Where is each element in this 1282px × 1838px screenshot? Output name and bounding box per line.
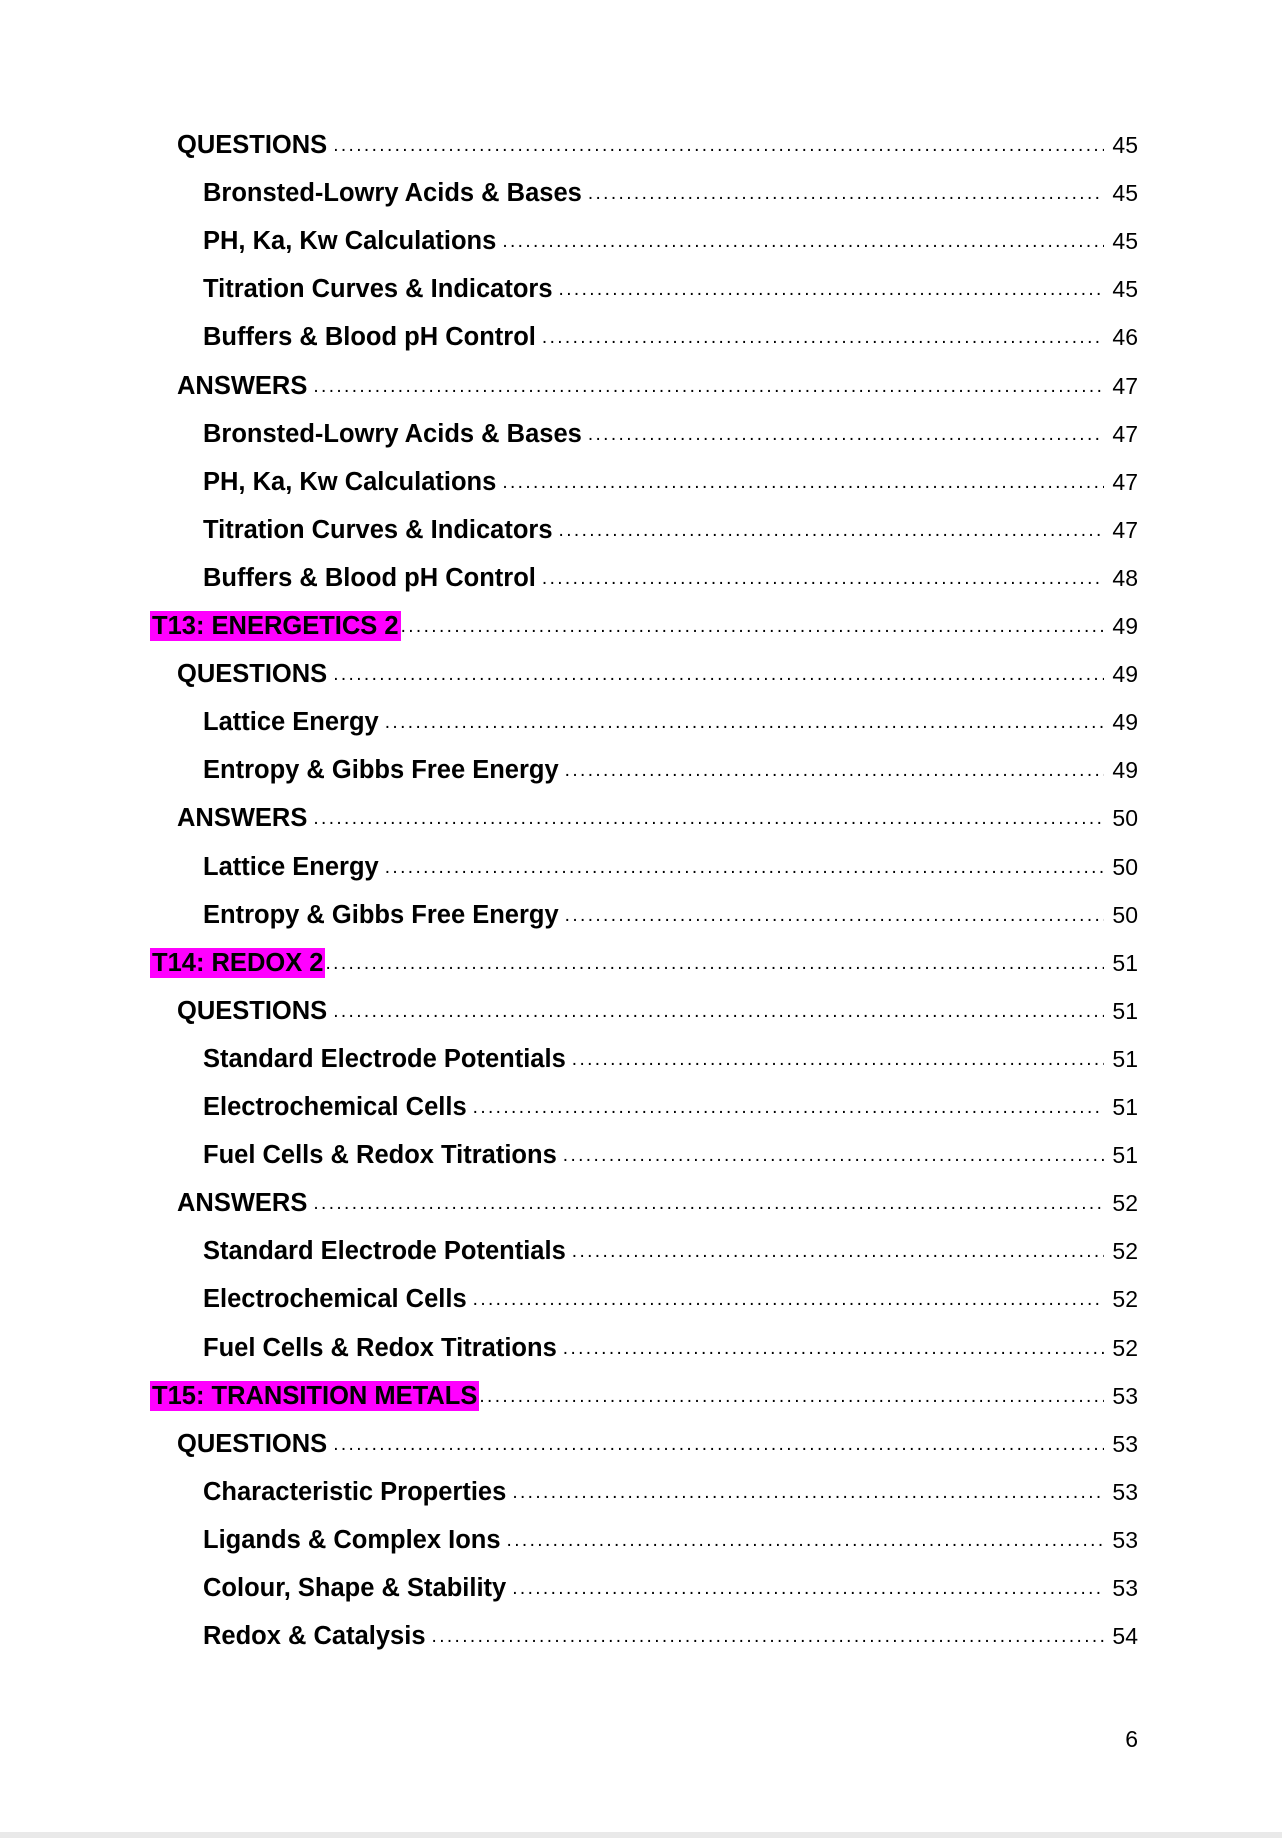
toc-entry-title: QUESTIONS (177, 131, 328, 159)
toc-dot-leader (542, 324, 1104, 352)
toc-page-number: 54 (1112, 1623, 1138, 1649)
toc-entry[interactable] (177, 124, 1138, 160)
toc-dot-leader (565, 757, 1104, 785)
toc-page-number: 47 (1112, 373, 1138, 399)
toc-dot-leader (325, 950, 1104, 978)
toc-entry-title: Bronsted-Lowry Acids & Bases (203, 179, 582, 207)
toc-entry[interactable] (203, 172, 1138, 208)
toc-dot-leader (507, 1527, 1104, 1555)
toc-entry-title: ANSWERS (177, 804, 308, 832)
toc-dot-leader (572, 1238, 1104, 1266)
toc-dot-leader (565, 902, 1104, 930)
toc-dot-leader (313, 805, 1104, 833)
toc-entry[interactable] (203, 220, 1138, 256)
toc-entry-title: QUESTIONS (177, 997, 328, 1025)
toc-dot-leader (563, 1142, 1104, 1170)
toc-page-number: 51 (1112, 1094, 1138, 1120)
toc-dot-leader (572, 1046, 1104, 1074)
toc-section-title: T15: TRANSITION METALS (152, 1382, 478, 1410)
toc-dot-leader (542, 565, 1104, 593)
toc-entry[interactable] (203, 749, 1138, 785)
toc-dot-leader (479, 1383, 1104, 1411)
toc-entry-title: Buffers & Blood pH Control (203, 564, 536, 592)
toc-entry-title: Titration Curves & Indicators (203, 516, 553, 544)
toc-dot-leader (333, 132, 1104, 160)
toc-dot-leader (333, 998, 1104, 1026)
toc-entry[interactable] (203, 1327, 1138, 1363)
toc-page-number: 45 (1112, 180, 1138, 206)
toc-entry[interactable] (177, 797, 1138, 833)
toc-entry[interactable] (203, 846, 1138, 882)
toc-dot-leader (559, 276, 1104, 304)
toc-page-number: 53 (1112, 1527, 1138, 1553)
toc-entry[interactable] (203, 1471, 1138, 1507)
toc-entry[interactable] (177, 990, 1138, 1026)
toc-page-number: 53 (1112, 1431, 1138, 1457)
toc-page-number: 45 (1112, 276, 1138, 302)
toc-dot-leader (502, 228, 1104, 256)
toc-entry-title: Lattice Energy (203, 853, 379, 881)
toc-entry-title: Titration Curves & Indicators (203, 275, 553, 303)
toc-entry[interactable] (177, 1423, 1138, 1459)
toc-page-number: 46 (1112, 324, 1138, 350)
toc-entry[interactable] (203, 1230, 1138, 1266)
toc-entry[interactable] (203, 894, 1138, 930)
toc-entry-title: Lattice Energy (203, 708, 379, 736)
toc-dot-leader (333, 661, 1104, 689)
toc-dot-leader (401, 613, 1104, 641)
toc-page-number: 50 (1112, 805, 1138, 831)
toc-entry-title: Characteristic Properties (203, 1478, 507, 1506)
toc-entry[interactable] (203, 268, 1138, 304)
toc-page-number: 51 (1112, 1046, 1138, 1072)
toc-page-number: 45 (1112, 132, 1138, 158)
toc-dot-leader (588, 421, 1104, 449)
toc-page-number: 49 (1112, 661, 1138, 687)
toc-entry[interactable] (150, 605, 1138, 641)
toc-entry-title: Buffers & Blood pH Control (203, 323, 536, 351)
toc-entry[interactable] (203, 413, 1138, 449)
toc-dot-leader (473, 1286, 1104, 1314)
toc-entry[interactable] (203, 316, 1138, 352)
toc-dot-leader (313, 1190, 1104, 1218)
toc-entry[interactable] (203, 1134, 1138, 1170)
toc-entry[interactable] (203, 509, 1138, 545)
toc-entry[interactable] (203, 1615, 1138, 1651)
toc-dot-leader (588, 180, 1104, 208)
toc-entry[interactable] (203, 1567, 1138, 1603)
toc-page-number: 51 (1112, 1142, 1138, 1168)
toc-entry-title: Electrochemical Cells (203, 1285, 467, 1313)
toc-dot-leader (333, 1431, 1104, 1459)
toc-page-number: 51 (1112, 950, 1138, 976)
toc-entry-title: Standard Electrode Potentials (203, 1045, 566, 1073)
toc-entry-title: QUESTIONS (177, 1430, 328, 1458)
toc-dot-leader (432, 1623, 1104, 1651)
toc-page-number: 52 (1112, 1238, 1138, 1264)
toc-page-number: 49 (1112, 757, 1138, 783)
toc-dot-leader (502, 469, 1104, 497)
toc-dot-leader (385, 854, 1104, 882)
toc-dot-leader (385, 709, 1104, 737)
toc-entry-title: Colour, Shape & Stability (203, 1574, 507, 1602)
toc-page-number: 47 (1112, 469, 1138, 495)
toc-entry-title: Entropy & Gibbs Free Energy (203, 901, 559, 929)
toc-page-number: 53 (1112, 1383, 1138, 1409)
toc-entry[interactable] (150, 1375, 1138, 1411)
toc-entry[interactable] (203, 1278, 1138, 1314)
toc-page-number: 50 (1112, 854, 1138, 880)
toc-page-number: 53 (1112, 1479, 1138, 1505)
toc-dot-leader (563, 1335, 1104, 1363)
toc-entry[interactable] (203, 557, 1138, 593)
toc-page-number: 53 (1112, 1575, 1138, 1601)
toc-entry-title: ANSWERS (177, 372, 308, 400)
toc-entry-title: Fuel Cells & Redox Titrations (203, 1141, 557, 1169)
toc-page-number: 51 (1112, 998, 1138, 1024)
toc-entry-title: Standard Electrode Potentials (203, 1237, 566, 1265)
toc-entry-title: Bronsted-Lowry Acids & Bases (203, 420, 582, 448)
toc-entry-title: PH, Ka, Kw Calculations (203, 468, 497, 496)
toc-dot-leader (559, 517, 1104, 545)
toc-entry-title: Electrochemical Cells (203, 1093, 467, 1121)
toc-entry-title: Redox & Catalysis (203, 1622, 426, 1650)
toc-page-number: 52 (1112, 1335, 1138, 1361)
toc-entry-title: Entropy & Gibbs Free Energy (203, 756, 559, 784)
toc-page-number: 47 (1112, 421, 1138, 447)
toc-page-number: 47 (1112, 517, 1138, 543)
toc-entry[interactable] (203, 1519, 1138, 1555)
toc-section-title: T13: ENERGETICS 2 (152, 612, 399, 640)
toc-entry-title: Ligands & Complex Ions (203, 1526, 501, 1554)
toc-page-number: 52 (1112, 1190, 1138, 1216)
toc-entry[interactable] (203, 1086, 1138, 1122)
page-number: 6 (1125, 1726, 1138, 1752)
toc-dot-leader (313, 373, 1104, 401)
toc-page-number: 50 (1112, 902, 1138, 928)
toc-page-number: 52 (1112, 1286, 1138, 1312)
toc-dot-leader (512, 1575, 1104, 1603)
toc-dot-leader (512, 1479, 1104, 1507)
toc-entry[interactable] (203, 461, 1138, 497)
toc-section-title: T14: REDOX 2 (152, 949, 324, 977)
toc-entry[interactable] (203, 701, 1138, 737)
toc-entry-title: Fuel Cells & Redox Titrations (203, 1334, 557, 1362)
toc-page-number: 49 (1112, 709, 1138, 735)
page-bottom-edge (0, 1832, 1282, 1838)
toc-entry[interactable] (150, 942, 1138, 978)
toc-page-number: 48 (1112, 565, 1138, 591)
toc-entry[interactable] (203, 1038, 1138, 1074)
toc-entry-title: ANSWERS (177, 1189, 308, 1217)
toc-entry-title: PH, Ka, Kw Calculations (203, 227, 497, 255)
toc-entry[interactable] (177, 1182, 1138, 1218)
toc-entry[interactable] (177, 653, 1138, 689)
toc-entry-title: QUESTIONS (177, 660, 328, 688)
toc-page-number: 49 (1112, 613, 1138, 639)
toc-page-number: 45 (1112, 228, 1138, 254)
toc-dot-leader (473, 1094, 1104, 1122)
toc-entry[interactable] (177, 365, 1138, 401)
